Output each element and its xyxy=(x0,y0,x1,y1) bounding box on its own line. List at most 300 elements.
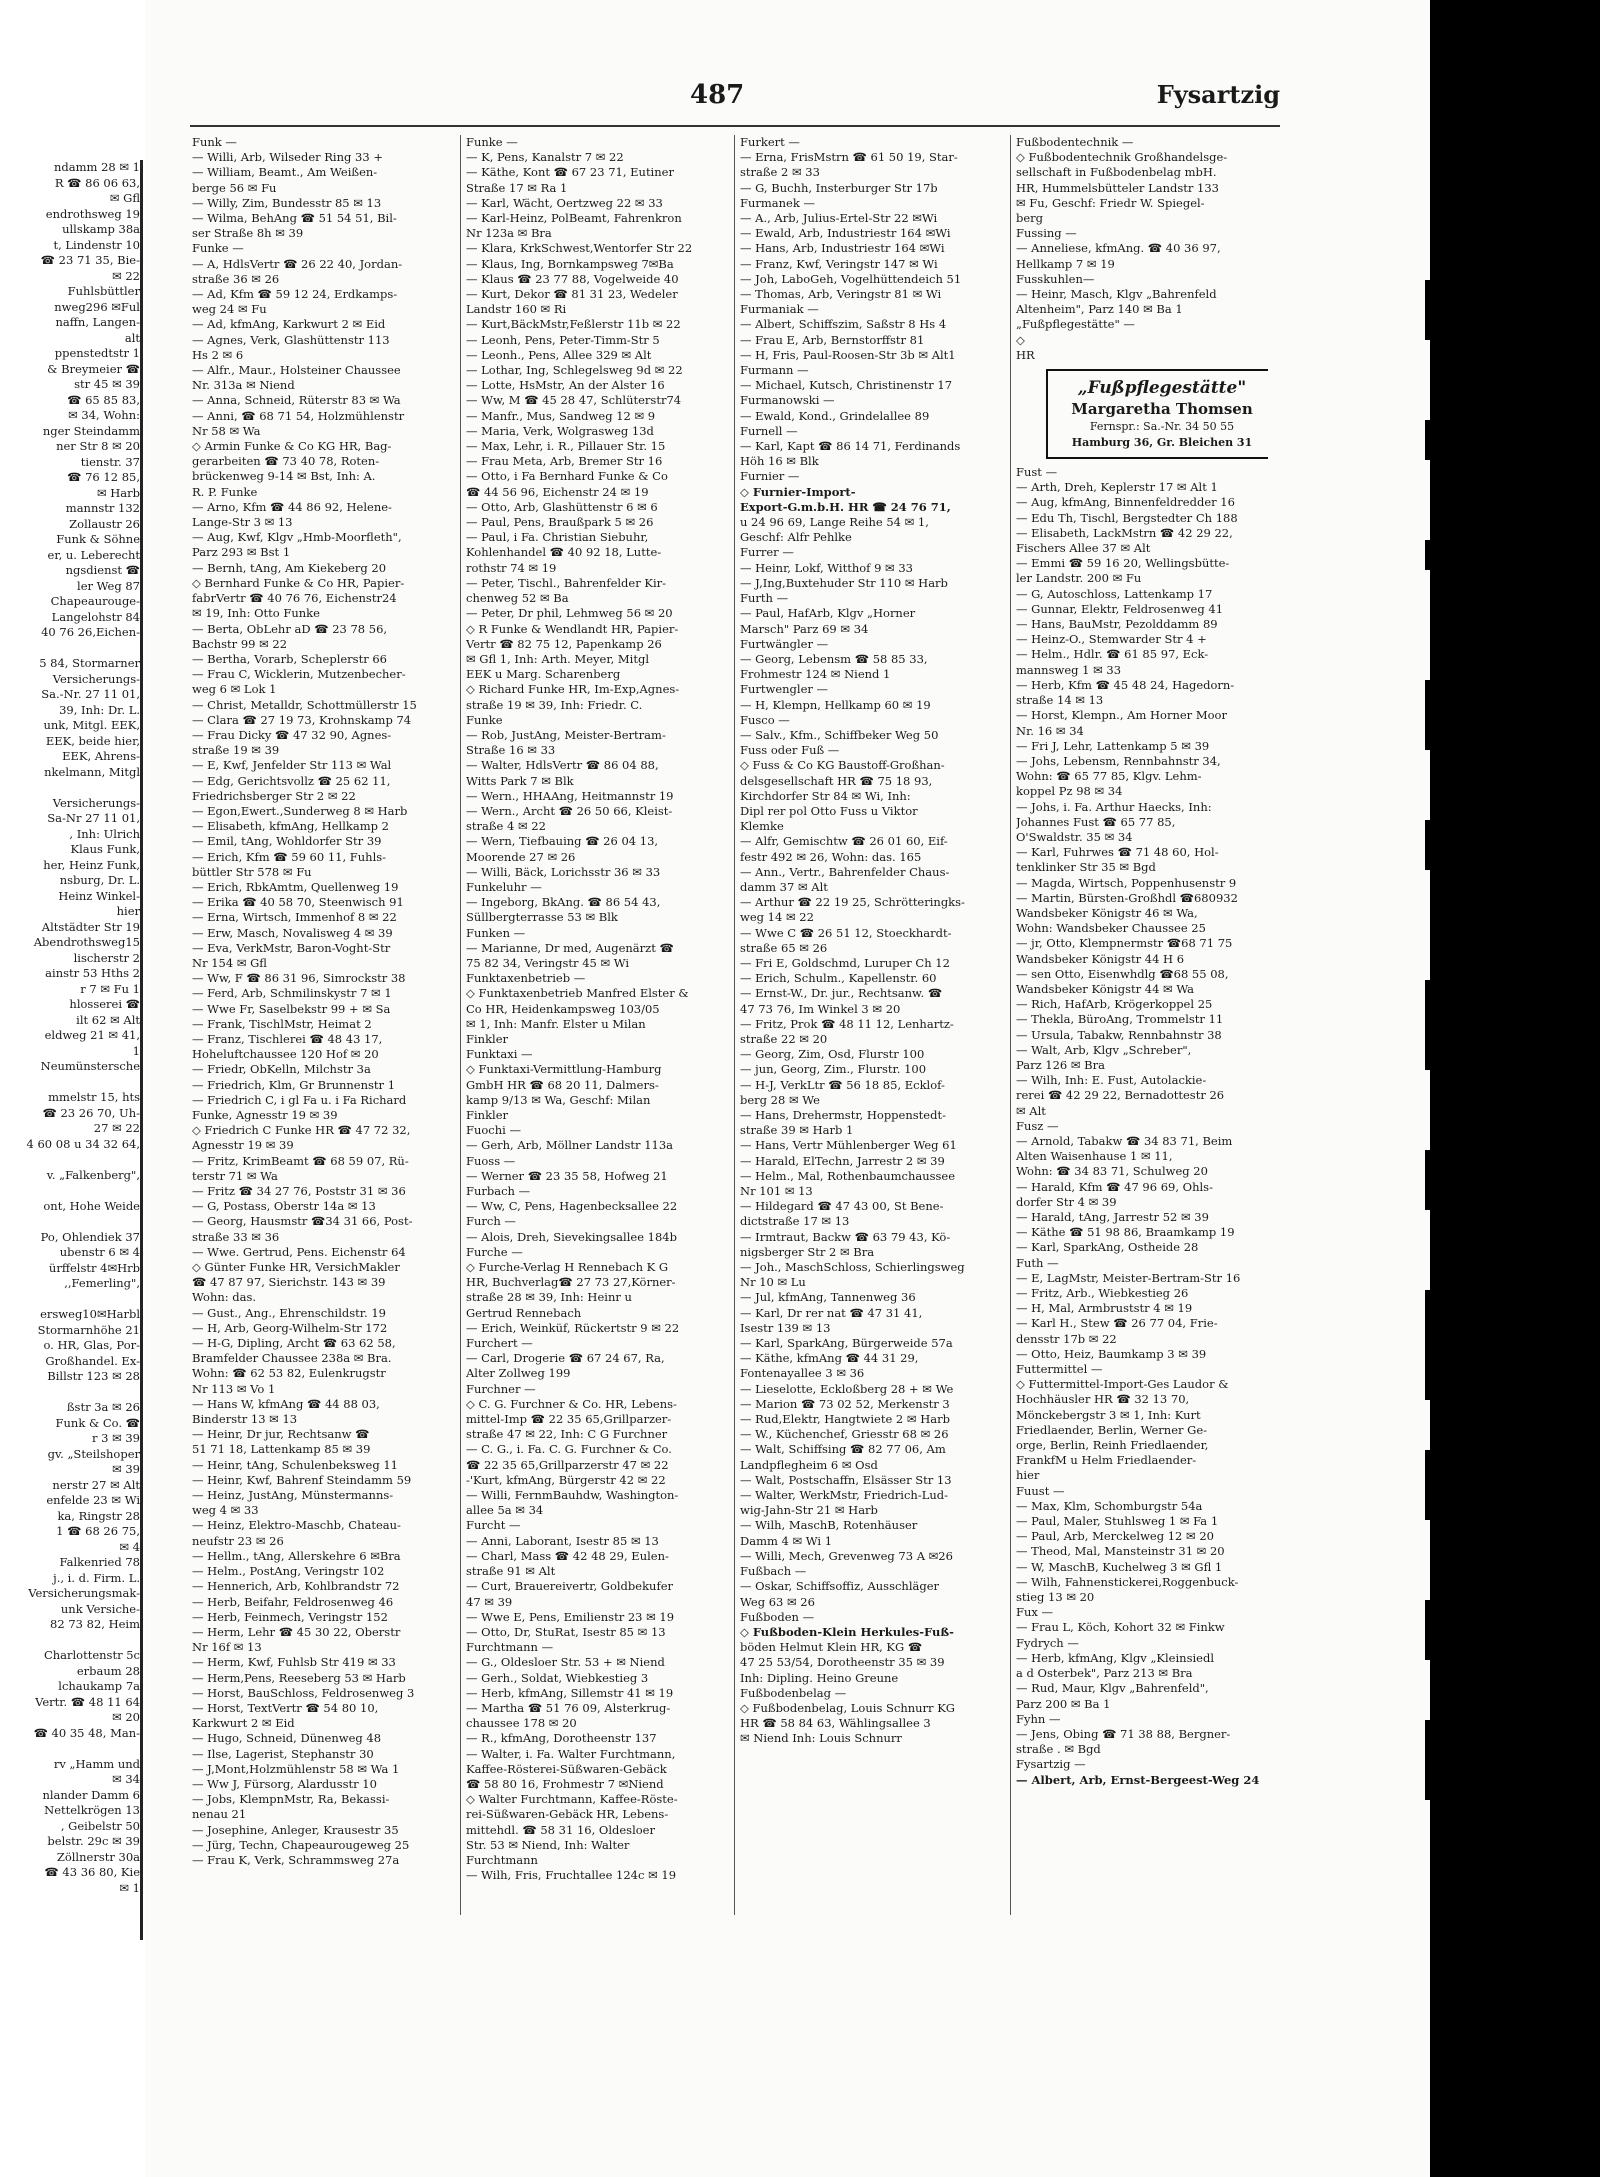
directory-entry: — Erna, FrisMstrn ☎ 61 50 19, Star- xyxy=(740,150,958,165)
directory-entry: — Thomas, Arb, Veringstr 81 ✉ Wi xyxy=(740,287,942,302)
directory-entry: — Fritz, Prok ☎ 48 11 12, Lenhartz- xyxy=(740,1016,954,1031)
directory-entry: büttler Str 578 ✉ Fu xyxy=(192,864,312,879)
directory-entry: straße 2 ✉ 33 xyxy=(740,165,820,180)
prev-page-line: ka, Ringstr 28 xyxy=(57,1508,140,1523)
directory-entry: brückenweg 9-14 ✉ Bst, Inh: A. xyxy=(192,469,376,484)
section-heading: Funkeluhr — xyxy=(466,879,542,894)
scan-mark xyxy=(1425,420,1443,460)
section-heading: Fußbach — xyxy=(740,1564,807,1579)
column-2 xyxy=(466,135,718,1935)
directory-entry: — Horst, BauSchloss, Feldrosenweg 3 xyxy=(192,1685,415,1700)
scan-mark xyxy=(1425,1720,1443,1800)
directory-entry: — Franz, Kwf, Veringstr 147 ✉ Wi xyxy=(740,256,938,271)
running-head: Fysartzig xyxy=(1156,80,1280,109)
directory-entry: — Paul, i Fa. Christian Siebuhr, xyxy=(466,530,649,545)
directory-entry: — Willi, Mech, Grevenweg 73 A ✉26 xyxy=(740,1548,953,1563)
prev-page-line: erbaum 28 xyxy=(76,1663,140,1678)
prev-page-line: ✉ 20 xyxy=(112,1710,140,1724)
directory-entry: — Ww, M ☎ 45 28 47, Schlüterstr74 xyxy=(466,393,682,408)
directory-entry: — Arthur ☎ 22 19 25, Schrötteringks- xyxy=(740,895,965,910)
scan-border xyxy=(1430,0,1600,2177)
directory-entry: ☎ 44 56 96, Eichenstr 24 ✉ 19 xyxy=(466,484,649,499)
directory-entry: — H, Mal, Armbruststr 4 ✉ 19 xyxy=(1016,1301,1193,1316)
directory-entry: Furchtmann xyxy=(466,1852,538,1867)
section-heading: Funken — xyxy=(466,925,526,940)
directory-entry: weg 4 ✉ 33 xyxy=(192,1503,259,1518)
directory-entry: Alten Waisenhause 1 ✉ 11, xyxy=(1016,1149,1173,1164)
prev-page-line: Versicherungs- xyxy=(52,671,140,686)
directory-entry: — H, Arb, Georg-Wilhelm-Str 172 xyxy=(192,1320,388,1335)
section-heading: Funke — xyxy=(192,241,244,256)
directory-entry: u 24 96 69, Lange Reihe 54 ✉ 1, xyxy=(740,515,929,530)
section-heading: Furmaniak — xyxy=(740,302,819,317)
directory-entry: — Heinr, Kwf, Bahrenf Steindamm 59 xyxy=(192,1472,412,1487)
directory-entry: — Hans, Drehermstr, Hoppenstedt- xyxy=(740,1108,946,1122)
section-heading: Fusskuhlen— xyxy=(1016,271,1095,286)
directory-entry: — Wilma, BehAng ☎ 51 54 51, Bil- xyxy=(192,211,397,226)
prev-page-line: str 45 ✉ 39 xyxy=(74,377,140,391)
directory-entry: — W., Küchenchef, Griesstr 68 ✉ 26 xyxy=(740,1427,949,1442)
directory-entry: — Arno, Kfm ☎ 44 86 92, Helene- xyxy=(192,499,392,514)
directory-entry: — Käthe, Kont ☎ 67 23 71, Eutiner xyxy=(466,165,674,180)
directory-entry: — Georg, Zim, Osd, Flurstr 100 xyxy=(740,1047,925,1062)
scan-mark xyxy=(1425,280,1443,340)
directory-entry: — Herb, Kfm ☎ 45 48 24, Hagedorn- xyxy=(1016,677,1235,692)
ad-title: „Fußpflegestätte" xyxy=(1077,378,1247,399)
directory-entry: densstr 17b ✉ 22 xyxy=(1016,1331,1117,1346)
directory-entry: — Anni, Laborant, Isestr 85 ✉ 13 xyxy=(466,1533,659,1548)
prev-page-line: ullskamp 38a xyxy=(62,222,140,236)
column-4-lower xyxy=(1016,465,1268,1788)
directory-entry: Str. 53 ✉ Niend, Inh: Walter xyxy=(466,1837,630,1852)
directory-entry: weg 14 ✉ 22 xyxy=(740,910,814,925)
prev-page-line: r 7 ✉ Fu 1 xyxy=(80,981,140,996)
prev-page-line: ainstr 53 Hths 2 xyxy=(45,966,140,980)
directory-entry: — Ww, F ☎ 86 31 96, Simrockstr 38 xyxy=(192,971,406,986)
directory-entry: — Wwe E, Pens, Emilienstr 23 ✉ 19 xyxy=(466,1609,675,1624)
prev-page-line: Falkenried 78 xyxy=(59,1555,140,1569)
prev-page-line: Heinz Winkel- xyxy=(58,888,140,903)
directory-entry: — Wilh, Fahnenstickerei,Roggenbuck- xyxy=(1016,1574,1239,1589)
prev-page-line: ☎ 76 12 85, xyxy=(67,470,140,484)
directory-entry: nenau 21 xyxy=(192,1807,247,1822)
section-heading: Furchtmann — xyxy=(466,1640,554,1655)
directory-entry: — Christ, Metalldr, Schottmüllerstr 15 xyxy=(192,697,417,712)
directory-entry: — Gerh, Arb, Möllner Landstr 113a xyxy=(466,1138,673,1153)
directory-entry: — Johs, Lebensm, Rennbahnstr 34, xyxy=(1016,753,1221,768)
prev-page-line: Funk & Söhne xyxy=(56,532,140,546)
directory-entry: — Karl, Fuhrwes ☎ 71 48 60, Hol- xyxy=(1016,845,1219,860)
directory-entry: Marsch" Parz 69 ✉ 34 xyxy=(740,621,869,636)
directory-entry: fabrVertr ☎ 40 76 76, Eichenstr24 xyxy=(192,591,397,606)
directory-entry: — Alfr., Maur., Holsteiner Chaussee xyxy=(192,363,401,378)
directory-entry: — Karl H., Stew ☎ 26 77 04, Frie- xyxy=(1016,1316,1218,1331)
prev-page-line: rv „Hamm und xyxy=(53,1756,140,1771)
directory-entry: — Erich, Weinküf, Rückertstr 9 ✉ 22 xyxy=(466,1320,680,1335)
directory-entry: terstr 71 ✉ Wa xyxy=(192,1168,278,1183)
directory-entry: — Irmtraut, Backw ☎ 63 79 43, Kö- xyxy=(740,1229,951,1244)
directory-entry: HR ☎ 58 84 63, Wählingsallee 3 xyxy=(740,1716,931,1731)
directory-entry: — Harald, tAng, Jarrestr 52 ✉ 39 xyxy=(1016,1210,1209,1224)
directory-entry: — Michael, Kutsch, Christinenstr 17 xyxy=(740,378,953,393)
directory-entry: Wohn: ☎ 65 77 85, Klgv. Lehm- xyxy=(1016,769,1202,784)
prev-page-line: Po, Ohlendiek 37 xyxy=(40,1229,140,1244)
directory-entry: — Heinr, Lokf, Witthof 9 ✉ 33 xyxy=(740,560,913,575)
directory-entry: — J,Ing,Buxtehuder Str 110 ✉ Harb xyxy=(740,575,948,590)
section-heading: Furch — xyxy=(466,1214,516,1229)
ad-address: Hamburg 36, Gr. Bleichen 31 xyxy=(1071,436,1253,450)
directory-entry: — jun, Georg, Zim., Flurstr. 100 xyxy=(740,1062,927,1077)
directory-entry: böden Helmut Klein HR, KG ☎ xyxy=(740,1640,923,1655)
prev-page-line xyxy=(0,1741,140,1757)
section-heading: Fussing — xyxy=(1016,226,1077,241)
directory-entry: — Carl, Drogerie ☎ 67 24 67, Ra, xyxy=(466,1351,665,1366)
section-heading: Furnier — xyxy=(740,469,800,484)
prev-page-line: ☎ 65 85 83, xyxy=(67,392,140,407)
directory-entry: — William, Beamt., Am Weißen- xyxy=(192,165,378,180)
directory-entry: — Heinz, Elektro-Maschb, Chateau- xyxy=(192,1518,401,1533)
directory-entry: chaussee 178 ✉ 20 xyxy=(466,1716,577,1731)
prev-page-line: hlosserei ☎ xyxy=(69,997,140,1011)
directory-entry: Wohn: das. xyxy=(192,1290,257,1305)
directory-entry: ☎ 47 87 97, Sierichstr. 143 ✉ 39 xyxy=(192,1275,386,1290)
section-heading: Furnell — xyxy=(740,423,798,438)
section-heading: Furcht — xyxy=(466,1518,521,1533)
directory-entry: ◇ Bernhard Funke & Co HR, Papier- xyxy=(192,575,405,590)
directory-entry: Moorende 27 ✉ 26 xyxy=(466,849,576,864)
directory-entry: — Frau C, Wicklerin, Mutzenbecher- xyxy=(192,667,406,682)
directory-entry: — Jobs, KlempnMstr, Ra, Bekassi- xyxy=(192,1792,390,1807)
section-heading: Furkert — xyxy=(740,135,800,149)
section-heading: Furmanek — xyxy=(740,195,815,210)
section-heading: Furchner — xyxy=(466,1381,536,1396)
prev-page-line: ont, Hohe Weide xyxy=(43,1198,140,1213)
prev-page-line: Abendrothsweg15 xyxy=(33,935,140,949)
directory-entry: — Ann., Vertr., Bahrenfelder Chaus- xyxy=(740,864,950,879)
directory-entry: ◇ Furnier-Import- xyxy=(740,484,856,499)
directory-entry: — Anni, ☎ 68 71 54, Holzmühlenstr xyxy=(192,408,405,423)
directory-entry: Isestr 139 ✉ 13 xyxy=(740,1320,831,1335)
directory-entry: — Franz, Tischlerei ☎ 48 43 17, xyxy=(192,1031,383,1046)
directory-entry: — Karl, Dr rer nat ☎ 47 31 41, xyxy=(740,1305,923,1320)
directory-entry: — A, HdlsVertr ☎ 26 22 40, Jordan- xyxy=(192,256,403,271)
directory-entry: — G, Buchh, Insterburger Str 17b xyxy=(740,180,938,195)
directory-entry: — Albert, Arb, Ernst-Bergeest-Weg 24 xyxy=(1016,1772,1260,1787)
directory-entry: wig-Jahn-Str 21 ✉ Harb xyxy=(740,1503,878,1518)
directory-entry: — Max, Lehr, i. R., Pillauer Str. 15 xyxy=(466,439,666,454)
prev-page-line: alt xyxy=(124,330,140,345)
scan-mark xyxy=(1425,1450,1443,1520)
directory-entry: — Wwe. Gertrud, Pens. Eichenstr 64 xyxy=(192,1244,406,1259)
directory-entry: — Joh., MaschSchloss, Schierlingsweg xyxy=(740,1260,965,1275)
directory-entry: hier xyxy=(1016,1468,1040,1483)
scan-mark xyxy=(1425,540,1443,570)
directory-entry: — Paul, Pens, Braußpark 5 ✉ 26 xyxy=(466,515,654,530)
directory-entry: Nr. 313a ✉ Niend xyxy=(192,378,295,393)
directory-entry: ◇ C. G. Furchner & Co. HR, Lebens- xyxy=(466,1396,677,1411)
prev-page-line: ilt 62 ✉ Alt xyxy=(76,1012,140,1027)
directory-entry: — Arnold, Tabakw ☎ 34 83 71, Beim xyxy=(1016,1133,1233,1148)
directory-entry: — Willy, Zim, Bundesstr 85 ✉ 13 xyxy=(192,195,382,210)
prev-page-line: ✉ 4 xyxy=(119,1539,140,1554)
directory-entry: — Aug, Kwf, Klgv „Hmb-Moorfleth", xyxy=(192,530,402,545)
directory-entry: Wohn: ☎ 34 83 71, Schulweg 20 xyxy=(1016,1164,1208,1179)
section-heading: Furchert — xyxy=(466,1336,533,1351)
prev-page-line: ndamm 28 ✉ 1 xyxy=(54,160,140,174)
directory-entry: — Erika ☎ 40 58 70, Steenwisch 91 xyxy=(192,895,404,910)
directory-entry: — Georg, Hausmstr ☎34 31 66, Post- xyxy=(192,1214,413,1229)
directory-entry: tenklinker Str 35 ✉ Bgd xyxy=(1016,860,1156,875)
directory-entry: — Karl, SparkAng, Bürgerweide 57a xyxy=(740,1336,953,1351)
directory-entry: — Rud,Elektr, Hangtwiete 2 ✉ Harb xyxy=(740,1412,950,1427)
directory-entry: Kohlenhandel ☎ 40 92 18, Lutte- xyxy=(466,545,662,560)
section-heading: Furmanowski — xyxy=(740,393,835,408)
directory-entry: Hs 2 ✉ 6 xyxy=(192,347,244,362)
directory-entry: Höh 16 ✉ Blk xyxy=(740,454,819,469)
directory-entry: — Egon,Ewert.,Sunderweg 8 ✉ Harb xyxy=(192,803,408,818)
section-heading: Fux — xyxy=(1016,1605,1054,1620)
directory-entry: Nr 101 ✉ 13 xyxy=(740,1184,813,1199)
section-heading: Fusco — xyxy=(740,712,790,727)
directory-entry: — H, Klempn, Hellkamp 60 ✉ 19 xyxy=(740,697,931,712)
prev-page-line: ersweg10✉Harbl xyxy=(40,1307,140,1321)
directory-entry: Hellkamp 7 ✉ 19 xyxy=(1016,256,1115,271)
directory-entry: — Ingeborg, BkAng. ☎ 86 54 43, xyxy=(466,895,661,910)
directory-entry: — Herb, Beifahr, Feldrosenweg 46 xyxy=(192,1594,394,1609)
prev-page-line: ☎ 23 26 70, Uh- xyxy=(42,1105,140,1120)
directory-entry: — Heinz, JustAng, Münstermanns- xyxy=(192,1488,394,1503)
directory-entry: — Käthe ☎ 51 98 86, Braamkamp 19 xyxy=(1016,1225,1235,1240)
prev-page-line: ubenstr 6 ✉ 4 xyxy=(59,1245,140,1259)
directory-entry: — Wilh, Fris, Fruchtallee 124c ✉ 19 xyxy=(466,1868,677,1883)
section-heading: Furbach — xyxy=(466,1184,531,1199)
directory-entry: — Frank, TischlMstr, Heimat 2 xyxy=(192,1016,372,1031)
directory-entry: — Erich, Schulm., Kapellenstr. 60 xyxy=(740,971,937,986)
directory-entry: Alter Zollweg 199 xyxy=(466,1366,571,1381)
directory-entry: HR, Hummelsbütteler Landstr 133 xyxy=(1016,180,1219,195)
directory-entry: — Willi, Arb, Wilseder Ring 33 + xyxy=(192,150,383,165)
directory-entry: — Erw, Masch, Novalisweg 4 ✉ 39 xyxy=(192,925,393,940)
directory-entry: — Ad, Kfm ☎ 59 12 24, Erdkamps- xyxy=(192,287,398,302)
directory-entry: — Herm, Kwf, Fuhlsb Str 419 ✉ 33 xyxy=(192,1655,396,1670)
directory-entry: — Klaus, Ing, Bornkampsweg 7✉Ba xyxy=(466,256,674,271)
prev-page-line: ✉ Harb xyxy=(96,485,140,500)
directory-entry: Altenheim", Parz 140 ✉ Ba 1 xyxy=(1016,302,1183,317)
directory-entry: — Hennerich, Arb, Kohlbrandstr 72 xyxy=(192,1579,400,1594)
directory-entry: Hochhäusler HR ☎ 32 13 70, xyxy=(1016,1392,1190,1407)
directory-entry: — G., Oldesloer Str. 53 + ✉ Niend xyxy=(466,1655,665,1670)
section-heading: Fuust — xyxy=(1016,1483,1065,1498)
directory-entry: — Ferd, Arb, Schmilinskystr 7 ✉ 1 xyxy=(192,986,392,1001)
prev-page-line: Langelohstr 84 xyxy=(51,609,140,624)
directory-entry: 47 73 76, Im Winkel 3 ✉ 20 xyxy=(740,1001,901,1016)
directory-entry: — Fri E, Goldschmd, Luruper Ch 12 xyxy=(740,955,950,970)
directory-entry: rerei ☎ 42 29 22, Bernadottestr 26 xyxy=(1016,1088,1225,1103)
directory-entry: — Walter, i. Fa. Walter Furchtmann, xyxy=(466,1746,676,1761)
directory-entry: Friedlaender, Berlin, Werner Ge- xyxy=(1016,1422,1208,1437)
prev-page-line xyxy=(0,1214,140,1230)
directory-entry: Damm 4 ✉ Wi 1 xyxy=(740,1533,833,1548)
section-heading: Fuochi — xyxy=(466,1123,521,1138)
section-heading: Fust — xyxy=(1016,465,1058,480)
directory-entry: — Ilse, Lagerist, Stephanstr 30 xyxy=(192,1746,374,1761)
directory-entry: — Frau Meta, Arb, Bremer Str 16 xyxy=(466,454,663,469)
scan-mark xyxy=(1425,980,1443,1070)
directory-entry: ✉ 1, Inh: Manfr. Elster u Milan xyxy=(466,1016,646,1031)
directory-entry: — Frau L, Köch, Kohort 32 ✉ Finkw xyxy=(1016,1620,1225,1635)
directory-entry: — Helm., Mal, Rothenbaumchaussee xyxy=(740,1168,956,1183)
section-heading: Fusz — xyxy=(1016,1118,1059,1133)
page-header xyxy=(145,80,1280,120)
directory-entry: — Edg, Gerichtsvollz ☎ 25 62 11, xyxy=(192,773,391,788)
prev-page-line: Altstädter Str 19 xyxy=(41,919,140,934)
prev-page-line: her, Heinz Funk, xyxy=(43,857,140,872)
directory-entry: Süllbergterrasse 53 ✉ Blk xyxy=(466,910,618,925)
directory-entry: Fontenayallee 3 ✉ 36 xyxy=(740,1366,865,1381)
prev-page-line xyxy=(0,1152,140,1168)
directory-entry: delsgesellschaft HR ☎ 75 18 93, xyxy=(740,773,933,788)
prev-page-line: Funk & Co. ☎ xyxy=(55,1415,140,1430)
directory-entry: — Emmi ☎ 59 16 20, Wellingsbütte- xyxy=(1016,556,1230,571)
prev-page-line: ürffelstr 4✉Hrb xyxy=(48,1260,140,1275)
directory-entry: kamp 9/13 ✉ Wa, Geschf: Milan xyxy=(466,1092,651,1107)
directory-entry: weg 24 ✉ Fu xyxy=(192,302,267,317)
directory-entry: ser Straße 8h ✉ 39 xyxy=(192,226,304,241)
prev-page-line: eldweg 21 ✉ 41, xyxy=(44,1028,140,1042)
directory-entry: — Berta, ObLehr aD ☎ 23 78 56, xyxy=(192,621,388,636)
directory-entry: ◇ Fußboden-Klein Herkules-Fuß- xyxy=(740,1624,954,1639)
directory-entry: — E, LagMstr, Meister-Bertram-Str 16 xyxy=(1016,1270,1241,1285)
directory-entry: — Otto, Heiz, Baumkamp 3 ✉ 39 xyxy=(1016,1346,1207,1361)
directory-entry: — Erich, Kfm ☎ 59 60 11, Fuhls- xyxy=(192,849,387,864)
directory-entry: — Marion ☎ 73 02 52, Merkenstr 3 xyxy=(740,1396,950,1411)
directory-entry: — Josephine, Anleger, Krausestr 35 xyxy=(192,1822,399,1837)
prev-page-line: R ☎ 86 06 63, xyxy=(54,175,140,190)
directory-entry: — Johs, i. Fa. Arthur Haecks, Inh: xyxy=(1016,799,1212,814)
prev-page-line: ☎ 23 71 35, Bie- xyxy=(40,253,140,267)
directory-entry: Frohmestr 124 ✉ Niend 1 xyxy=(740,667,891,682)
directory-entry: — Rob, JustAng, Meister-Bertram- xyxy=(466,727,666,742)
directory-entry: straße 91 ✉ Alt xyxy=(466,1564,556,1579)
directory-entry: a d Osterbek", Parz 213 ✉ Bra xyxy=(1016,1666,1193,1681)
prev-page-line: ppenstedtstr 1 xyxy=(54,346,140,360)
directory-entry: — Charl, Mass ☎ 42 48 29, Eulen- xyxy=(466,1548,669,1563)
prev-page-line: nkelmann, Mitgl xyxy=(44,764,140,779)
directory-entry: — Wern., HHAAng, Heitmannstr 19 xyxy=(466,788,674,803)
prev-page-line: ✉ Gfl xyxy=(109,191,140,205)
column-4-upper xyxy=(1016,135,1268,363)
directory-entry: — Arth, Dreh, Keplerstr 17 ✉ Alt 1 xyxy=(1016,480,1218,495)
directory-entry: — G, Autoschloss, Lattenkamp 17 xyxy=(1016,586,1213,601)
prev-page-line: gv. „Steilshoper xyxy=(47,1446,140,1461)
prev-page-line: Neumünstersche xyxy=(40,1059,140,1073)
directory-entry: — Frau K, Verk, Schrammsweg 27a xyxy=(192,1852,400,1867)
directory-entry: — Ewald, Kond., Grindelallee 89 xyxy=(740,408,930,423)
directory-entry: Nr 10 ✉ Lu xyxy=(740,1275,806,1290)
directory-entry: — Kurt, Dekor ☎ 81 31 23, Wedeler xyxy=(466,287,678,302)
directory-entry: Funke, Agnesstr 19 ✉ 39 xyxy=(192,1108,338,1122)
directory-entry: — Eva, VerkMstr, Baron-Voght-Str xyxy=(192,940,391,955)
prev-page-line xyxy=(0,641,140,657)
prev-page-line xyxy=(0,1633,140,1649)
prev-page-line: 39, Inh: Dr. L. xyxy=(59,702,140,717)
directory-entry: — Rich, HafArb, Krögerkoppel 25 xyxy=(1016,997,1213,1012)
directory-entry: — Anna, Schneid, Rüterstr 83 ✉ Wa xyxy=(192,393,401,408)
directory-entry: — Walter, WerkMstr, Friedrich-Lud- xyxy=(740,1488,948,1503)
directory-entry: — Heinr, tAng, Schulenbeksweg 11 xyxy=(192,1457,398,1472)
directory-entry: straße 19 ✉ 39, Inh: Friedr. C. xyxy=(466,697,643,712)
directory-entry: HR, Buchverlag☎ 27 73 27,Körner- xyxy=(466,1275,676,1290)
directory-entry: Finkler xyxy=(466,1031,509,1046)
directory-entry: — Walt, Arb, Klgv „Schreber", xyxy=(1016,1042,1192,1057)
directory-entry: — Lieselotte, Eckloßberg 28 + ✉ We xyxy=(740,1381,954,1396)
directory-entry: — Gerh., Soldat, Wiebkestieg 3 xyxy=(466,1670,649,1685)
directory-entry: — H-J, VerkLtr ☎ 56 18 85, Ecklof- xyxy=(740,1077,945,1092)
section-heading: „Fußpflegestätte" — xyxy=(1016,317,1135,332)
directory-entry: ✉ Gfl 1, Inh: Arth. Meyer, Mitgl xyxy=(466,651,650,666)
directory-entry: — Herm, Lehr ☎ 45 30 22, Oberstr xyxy=(192,1624,401,1639)
prev-page-line: j., i. d. Firm. L. xyxy=(53,1570,140,1585)
directory-entry: -'Kurt, kfmAng, Bürgerstr 42 ✉ 22 xyxy=(466,1472,666,1487)
directory-entry: ◇ Armin Funke & Co KG HR, Bag- xyxy=(192,439,392,454)
directory-entry: dictstraße 17 ✉ 13 xyxy=(740,1214,850,1229)
directory-entry: ◇ Günter Funke HR, VersichMakler xyxy=(192,1260,400,1275)
directory-entry: — Gunnar, Elektr, Feldrosenweg 41 xyxy=(1016,601,1224,616)
directory-entry: R. P. Funke xyxy=(192,484,258,499)
directory-entry: — Wwe C ☎ 26 51 12, Stoeckhardt- xyxy=(740,925,952,940)
prev-page-line: nerstr 27 ✉ Alt xyxy=(52,1477,140,1492)
directory-entry: — W, MaschB, Kuchelweg 3 ✉ Gfl 1 xyxy=(1016,1559,1223,1574)
prev-page-line: Zöllnerstr 30a xyxy=(56,1849,140,1864)
directory-entry: Weg 63 ✉ 26 xyxy=(740,1594,815,1609)
prev-page-line: nger Steindamm xyxy=(42,423,140,438)
directory-entry: allee 5a ✉ 34 xyxy=(466,1503,544,1518)
prev-page-line xyxy=(0,1292,140,1308)
prev-page-line: Fuhlsbüttler xyxy=(67,284,140,298)
edge-marks xyxy=(1425,120,1443,1820)
directory-entry: — Lotte, HsMstr, An der Alster 16 xyxy=(466,378,665,393)
directory-entry: — Curt, Brauereivertr, Goldbekufer xyxy=(466,1579,674,1594)
directory-entry: straße 47 ✉ 22, Inh: C G Furchner xyxy=(466,1427,668,1442)
directory-entry: — Wern., Archt ☎ 26 50 66, Kleist- xyxy=(466,803,673,818)
directory-entry: — Agnes, Verk, Glashüttenstr 113 xyxy=(192,332,390,347)
directory-entry: — Heinz-O., Stemwarder Str 4 + xyxy=(1016,632,1207,647)
directory-entry: orge, Berlin, Reinh Friedlaender, xyxy=(1016,1438,1209,1453)
section-heading: Fuss oder Fuß — xyxy=(740,743,840,758)
directory-entry: Nr 16f ✉ 13 xyxy=(192,1640,262,1655)
page-number: 487 xyxy=(690,80,745,110)
directory-entry: — Heinr, Masch, Klgv „Bahrenfeld xyxy=(1016,287,1217,302)
directory-entry: — Gust., Ang., Ehrenschildstr. 19 xyxy=(192,1305,386,1320)
prev-page-line: naffn, Langen- xyxy=(55,315,140,329)
directory-entry: — Alfr, Gemischtw ☎ 26 01 60, Eif- xyxy=(740,834,948,849)
prev-page-line: r 3 ✉ 39 xyxy=(91,1431,140,1445)
directory-entry: 47 25 53/54, Dorotheenstr 35 ✉ 39 xyxy=(740,1655,945,1670)
directory-entry: — Elisabeth, LackMstrn ☎ 42 29 22, xyxy=(1016,525,1233,540)
prev-page-line: lchaukamp 7a xyxy=(58,1679,140,1693)
section-heading: Funk — xyxy=(192,135,237,149)
directory-entry: — Ernst-W., Dr. jur., Rechtsanw. ☎ xyxy=(740,986,943,1001)
directory-entry: — Peter, Dr phil, Lehmweg 56 ✉ 20 xyxy=(466,606,673,621)
prev-page-line: Großhandel. Ex- xyxy=(45,1353,140,1368)
directory-entry: — Fritz ☎ 34 27 76, Poststr 31 ✉ 36 xyxy=(192,1184,406,1199)
directory-entry: HR xyxy=(1016,347,1035,362)
directory-entry: Bachstr 99 ✉ 22 xyxy=(192,636,288,651)
directory-entry: straße 22 ✉ 20 xyxy=(740,1031,828,1046)
directory-entry: Hoheluftchaussee 120 Hof ✉ 20 xyxy=(192,1047,379,1062)
section-heading: Furrer — xyxy=(740,545,794,560)
prev-page-line: ßstr 3a ✉ 26 xyxy=(66,1400,140,1414)
